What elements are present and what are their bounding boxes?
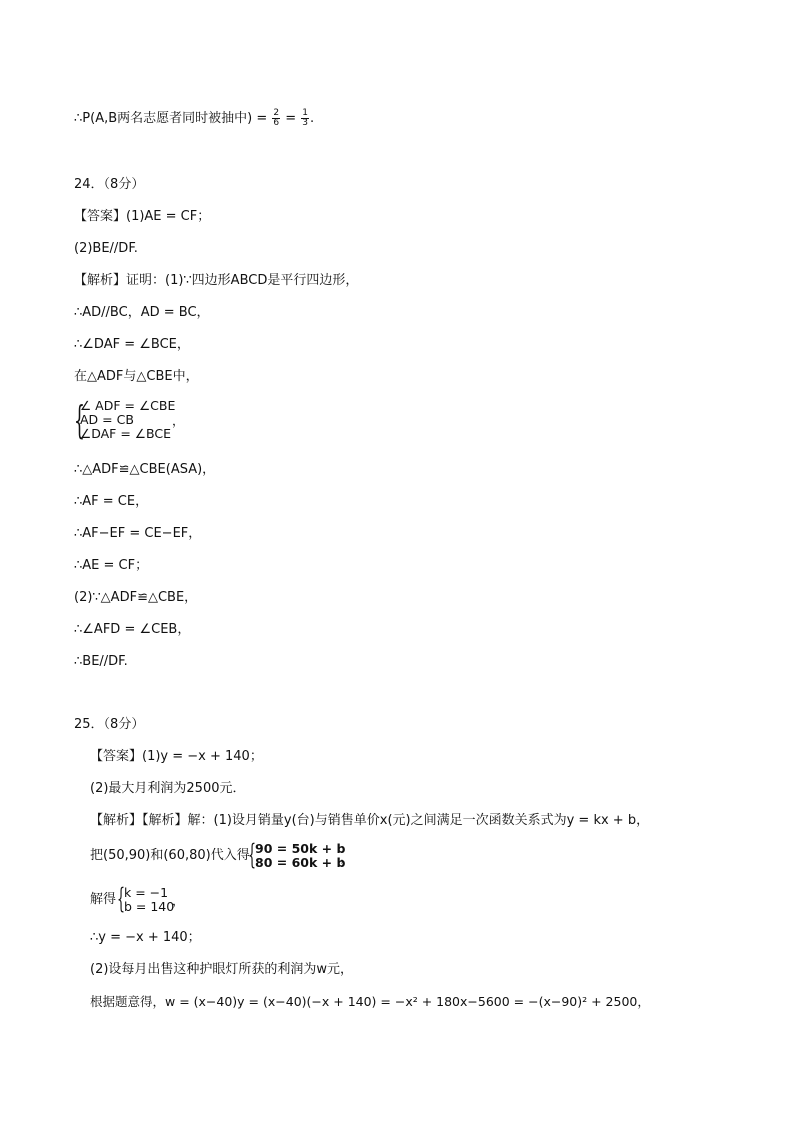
q24-line-9: ∴∠AFD = ∠CEB，: [74, 622, 191, 637]
system-row: ∠DAF = ∠BCE: [80, 426, 171, 441]
q24-line-6: ∴AF−EF = CE−EF，: [74, 526, 202, 541]
left-brace-icon: {: [117, 882, 126, 915]
left-brace-icon: {: [248, 838, 257, 871]
system-tail: ，: [172, 413, 185, 428]
system-row: b = 140: [124, 899, 175, 914]
system-tail: ，: [172, 893, 185, 908]
q25-line-2: (2)设每月出售这种护眼灯所获的利润为w元，: [90, 962, 354, 977]
q25-substitution-system: [248, 840, 358, 872]
q24-line-4: ∴△ADF≌△CBE(ASA)，: [74, 462, 216, 477]
q24-line-3: 在△ADF与△CBE中，: [74, 369, 199, 384]
q25-analysis: 【解析】【解析】解：(1)设月销量y(台)与销售单价x(元)之间满足一次函数关系式为y = kx + b，: [90, 813, 650, 828]
question-24-header: 24．（8分）: [74, 177, 145, 192]
system-row: 80 = 60k + b: [255, 855, 346, 870]
q25-line-3: 根据题意得，w = (x−40)y = (x−40)(−x + 140) = −x² + 180x−5600 = −(x−90)² + 2500，: [90, 994, 650, 1009]
q24-answer-1: 【答案】(1)AE = CF；: [74, 209, 211, 224]
fraction-numerator: 2: [273, 108, 280, 118]
q24-line-8: (2)∵△ADF≌△CBE，: [74, 590, 198, 605]
q25-solution-system: [117, 884, 187, 916]
system-tail: ，: [340, 849, 353, 864]
q25-solve-prefix: 解得: [90, 892, 117, 907]
fraction-one-third: [301, 109, 309, 128]
period: .: [310, 111, 315, 126]
question-25-header: 25．（8分）: [74, 717, 145, 732]
q24-line-2: ∴∠DAF = ∠BCE，: [74, 337, 190, 352]
system-row: k = −1: [124, 885, 169, 900]
therefore-symbol: ∴: [74, 111, 83, 126]
q24-line-7: ∴AE = CF；: [74, 558, 149, 573]
q25-line-1: ∴y = −x + 140；: [90, 930, 201, 945]
fraction-denominator: 3: [302, 118, 309, 128]
left-brace-icon: {: [74, 398, 85, 442]
system-row: 90 = 50k + b: [255, 841, 346, 856]
q24-equation-system: [74, 398, 194, 444]
fraction-denominator: 6: [273, 118, 280, 128]
equals-sign: =: [281, 111, 301, 126]
q24-line-5: ∴AF = CE，: [74, 494, 149, 509]
system-row: ∠ ADF = ∠CBE: [80, 398, 176, 413]
probability-result-line: [74, 109, 314, 128]
q24-line-1: ∴AD//BC，AD = BC，: [74, 305, 210, 320]
q24-line-10: ∴BE//DF.: [74, 654, 128, 669]
q25-answer-1: 【答案】(1)y = −x + 140；: [90, 749, 263, 764]
probability-expression: P(A,B两名志愿者同时被抽中) =: [82, 111, 272, 126]
q24-analysis: 【解析】证明：(1)∵四边形ABCD是平行四边形，: [74, 273, 359, 288]
q25-substitution-prefix: 把(50,90)和(60,80)代入得: [90, 848, 250, 863]
q25-answer-2: (2)最大月利润为2500元．: [90, 781, 246, 796]
fraction-numerator: 1: [302, 108, 309, 118]
q24-answer-2: (2)BE//DF.: [74, 241, 138, 256]
fraction-two-sixths: [272, 109, 280, 128]
system-row: AD = CB: [80, 412, 134, 427]
